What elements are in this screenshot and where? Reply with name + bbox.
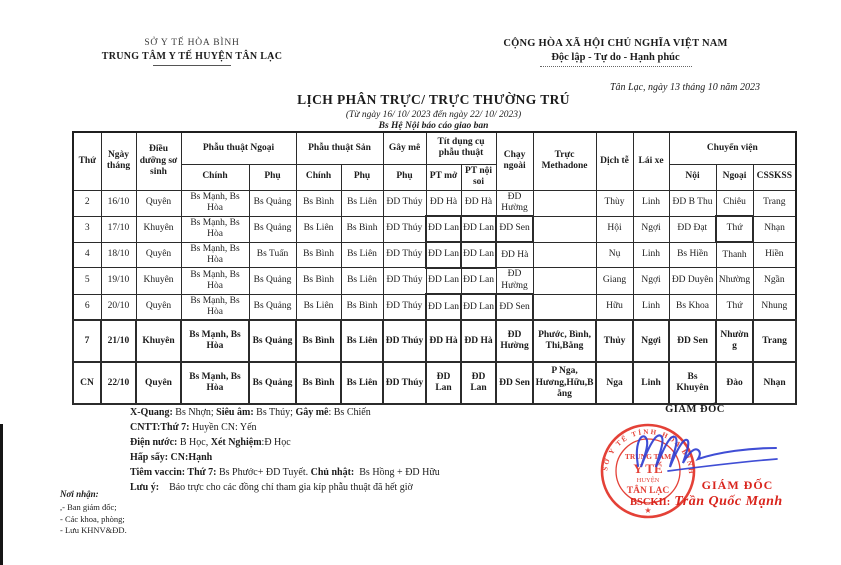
cell-dieu-duong: Quyên: [136, 190, 181, 216]
col-header-lai-xe: Lái xe: [633, 132, 669, 190]
cell-dieu-duong: Khuyên: [136, 268, 181, 294]
col-header-cv-csskss: CSSKSS: [753, 164, 796, 190]
cell-truc-methadone: [533, 294, 596, 320]
col-header-pt-san-chinh: Chính: [296, 164, 341, 190]
stamp-line-4: TÂN LẠC: [626, 486, 670, 496]
cell-pt-san-chinh: Bs Liên: [296, 294, 341, 320]
cell-cv-ngoai: Đào: [716, 362, 753, 404]
group-header-pt-ngoai: Phẫu thuật Ngoại: [181, 132, 296, 164]
cell-cv-ngoai: Nhường: [716, 320, 753, 362]
note-segment: Gây mê: [295, 407, 329, 418]
recipient-item: - Các khoa, phòng;: [60, 513, 125, 524]
cell-pt-noi-soi: ĐD Hà: [461, 190, 496, 216]
cell-pt-san-phu: Bs Liên: [341, 362, 383, 404]
cell-pt-ngoai-chinh: Bs Mạnh, Bs Hòa: [181, 190, 249, 216]
col-header-pt-mo: PT mở: [426, 164, 461, 190]
col-header-dieu-duong: Điều dưỡng sơ sinh: [136, 132, 181, 190]
director-name-line: [630, 492, 815, 510]
cell-ngay-thang: 19/10: [101, 268, 136, 294]
cell-pt-ngoai-phu: Bs Tuấn: [249, 242, 296, 268]
cell-ngay-thang: 17/10: [101, 216, 136, 242]
cell-pt-san-chinh: Bs Bình: [296, 362, 341, 404]
cell-pt-san-chinh: Bs Bình: [296, 320, 341, 362]
stamp-line-1: TRUNG TÂM: [624, 452, 672, 461]
cell-pt-ngoai-phu: Bs Quảng: [249, 190, 296, 216]
cell-ngay-thang: 21/10: [101, 320, 136, 362]
stamp-line-3: HUYỆN: [636, 477, 660, 484]
duty-schedule-table: [72, 131, 797, 405]
cell-chay-ngoai: ĐD Sen: [496, 362, 533, 404]
cell-cv-noi: Bs Khuyên: [669, 362, 716, 404]
cell-dich-te: Hội: [596, 216, 633, 242]
footer-notes: [130, 406, 630, 495]
note-segment: Chủ nhật:: [310, 466, 355, 478]
cell-cv-csskss: Nhạn: [753, 216, 796, 242]
cell-truc-methadone: [533, 242, 596, 268]
cell-cv-ngoai: Thứ: [716, 216, 753, 242]
cell-thu: 3: [73, 216, 101, 242]
col-header-cv-noi: Nội: [669, 164, 716, 190]
cell-ngay-thang: 18/10: [101, 242, 136, 268]
cell-pt-san-chinh: Bs Bình: [296, 242, 341, 268]
note-segment: Bs Thúy;: [253, 407, 296, 418]
cell-dich-te: Giang: [596, 268, 633, 294]
col-header-gay-me-phu: Phụ: [383, 164, 426, 190]
cell-pt-ngoai-chinh: Bs Mạnh, Bs Hòa: [181, 216, 249, 242]
note-segment: Hấp sấy: CN:Hạnh: [130, 451, 213, 463]
cell-pt-ngoai-chinh: Bs Mạnh, Bs Hòa: [181, 320, 249, 362]
table-row: [73, 242, 796, 268]
col-header-cv-ngoai: Ngoại: [716, 164, 753, 190]
table-row: [73, 268, 796, 294]
cell-dich-te: Thủy: [596, 320, 633, 362]
col-header-ngay-thang: Ngày tháng: [101, 132, 136, 190]
document-date-range: (Từ ngày 16/ 10/ 2023 đến ngày 22/ 10/ 2023): [345, 110, 522, 120]
note-segment: Báo trực cho các đồng chí tham gia kíp phẫu thuật đã hết giờ: [159, 481, 413, 493]
cell-pt-ngoai-phu: Bs Quảng: [249, 320, 296, 362]
cell-pt-noi-soi: ĐD Lan: [461, 242, 496, 268]
place-date-line: Tân Lạc, ngày 13 tháng 10 năm 2023: [610, 82, 760, 93]
cell-chay-ngoai: ĐD Sen: [496, 294, 533, 320]
cell-pt-mo: ĐD Lan: [426, 242, 461, 268]
approver-title: GIÁM ĐỐC: [665, 404, 725, 415]
cell-pt-san-phu: Bs Bình: [341, 216, 383, 242]
col-header-methadone: Trực Methadone: [533, 132, 596, 190]
national-header-block: [468, 38, 763, 67]
col-header-thu: Thứ: [73, 132, 101, 190]
cell-cv-noi: Bs Khoa: [669, 294, 716, 320]
cell-pt-noi-soi: ĐD Lan: [461, 362, 496, 404]
cell-pt-san-chinh: Bs Bình: [296, 190, 341, 216]
cell-pt-ngoai-chinh: Bs Mạnh, Bs Hòa: [181, 268, 249, 294]
col-header-dich-te: Dịch tễ: [596, 132, 633, 190]
note-segment: Xét Nghiệm: [210, 436, 262, 448]
cell-cv-noi: ĐD Đạt: [669, 216, 716, 242]
cell-dich-te: Thùy: [596, 190, 633, 216]
director-degree: BSCKII:: [630, 497, 671, 508]
cell-lai-xe: Linh: [633, 294, 669, 320]
signed-title-red: GIÁM ĐỐC: [701, 478, 774, 492]
cell-ngay-thang: 20/10: [101, 294, 136, 320]
note-segment: Siêu âm:: [216, 407, 254, 418]
col-header-pt-ngoai-phu: Phụ: [249, 164, 296, 190]
cell-cv-ngoai: Thanh: [716, 242, 753, 268]
cell-cv-noi: ĐD Duyên: [669, 268, 716, 294]
cell-dich-te: Hữu: [596, 294, 633, 320]
cell-pt-noi-soi: ĐD Lan: [461, 268, 496, 294]
national-motto: Độc lập - Tự do - Hạnh phúc: [551, 52, 680, 63]
stamp-star-icon: ★: [644, 506, 652, 515]
cell-pt-san-phu: Bs Liên: [341, 242, 383, 268]
note-line: [130, 436, 630, 449]
recipients-list: [60, 502, 200, 537]
director-signature-ink: [624, 424, 789, 479]
cell-pt-san-phu: Bs Liên: [341, 320, 383, 362]
cell-gay-me-phu: ĐD Thúy: [383, 362, 426, 404]
cell-gay-me-phu: ĐD Thúy: [383, 242, 426, 268]
table-header: [73, 132, 796, 190]
cell-truc-methadone: [533, 216, 596, 242]
table-row: [73, 362, 796, 404]
group-header-chuyen-vien: Chuyển viện: [669, 132, 796, 164]
cell-cv-csskss: Nhung: [753, 294, 796, 320]
cell-pt-ngoai-chinh: Bs Mạnh, Bs Hòa: [181, 242, 249, 268]
cell-chay-ngoai: ĐD Hường: [496, 268, 533, 294]
col-header-pt-san-phu: Phụ: [341, 164, 383, 190]
cell-pt-ngoai-chinh: Bs Mạnh, Bs Hòa: [181, 294, 249, 320]
cell-pt-ngoai-phu: Bs Quảng: [249, 268, 296, 294]
cell-cv-noi: ĐD Sen: [669, 320, 716, 362]
cell-chay-ngoai: ĐD Hà: [496, 242, 533, 268]
cell-thu: 5: [73, 268, 101, 294]
table-row: [73, 216, 796, 242]
table-row: [73, 294, 796, 320]
note-segment: : Bs Chiến: [328, 407, 371, 418]
cell-dieu-duong: Quyên: [136, 294, 181, 320]
cell-thu: 6: [73, 294, 101, 320]
cell-cv-noi: ĐD B Thu: [669, 190, 716, 216]
recipient-item: - Lưu KHNV&ĐD.: [60, 525, 127, 535]
recipients-title: Nơi nhận:: [60, 489, 99, 499]
cell-truc-methadone: Phước, Bình, Thi,Bằng: [533, 320, 596, 362]
group-header-gay-me: Gây mê: [383, 132, 426, 164]
note-segment: X-Quang:: [130, 407, 173, 418]
org-parent-name: SỞ Y TẾ HÒA BÌNH: [144, 38, 240, 48]
issuing-org-block: [72, 38, 312, 66]
motto-underline: [540, 66, 692, 67]
group-header-pt-san: Phẫu thuật Sản: [296, 132, 383, 164]
cell-pt-mo: ĐD Lan: [426, 362, 461, 404]
cell-pt-san-phu: Bs Liên: [341, 190, 383, 216]
org-underline: [153, 65, 231, 66]
cell-pt-noi-soi: ĐD Lan: [461, 216, 496, 242]
cell-cv-csskss: Hiền: [753, 242, 796, 268]
cell-cv-ngoai: Thứ: [716, 294, 753, 320]
recipients-block: [60, 489, 200, 537]
cell-lai-xe: Linh: [633, 190, 669, 216]
cell-lai-xe: Linh: [633, 242, 669, 268]
cell-pt-san-phu: Bs Liên: [341, 268, 383, 294]
cell-dieu-duong: Quyên: [136, 242, 181, 268]
cell-dieu-duong: Khuyên: [136, 216, 181, 242]
note-line: [130, 421, 630, 434]
director-name: Trần Quốc Mạnh: [674, 494, 783, 509]
cell-pt-ngoai-phu: Bs Quảng: [249, 216, 296, 242]
cell-pt-mo: ĐD Lan: [426, 216, 461, 242]
cell-thu: 2: [73, 190, 101, 216]
cell-cv-ngoai: Chiêu: [716, 190, 753, 216]
cell-thu: CN: [73, 362, 101, 404]
note-segment: Bs Phước+ ĐD Tuyết.: [216, 466, 311, 478]
cell-pt-mo: ĐD Lan: [426, 268, 461, 294]
national-title: CỘNG HÒA XÃ HỘI CHỦ NGHĨA VIỆT NAM: [503, 38, 728, 49]
note-line: [130, 406, 630, 419]
note-segment: :Đ Học: [261, 436, 291, 448]
cell-pt-mo: ĐD Hà: [426, 190, 461, 216]
cell-cv-noi: Bs Hiền: [669, 242, 716, 268]
scan-edge-artifact: [0, 424, 3, 565]
cell-truc-methadone: [533, 190, 596, 216]
cell-gay-me-phu: ĐD Thúy: [383, 320, 426, 362]
cell-pt-san-chinh: Bs Bình: [296, 268, 341, 294]
document-title: LỊCH PHÂN TRỰC/ TRỰC THƯỜNG TRÚ: [297, 92, 570, 107]
note-segment: CNTT:Thứ 7:: [130, 421, 190, 433]
note-segment: Điện nước:: [130, 436, 178, 448]
cell-pt-ngoai-phu: Bs Quảng: [249, 294, 296, 320]
cell-cv-csskss: Trang: [753, 190, 796, 216]
recipient-item: ,- Ban giám đốc;: [60, 502, 117, 512]
note-line: [130, 466, 630, 479]
note-segment: B Học,: [177, 436, 211, 448]
cell-lai-xe: Linh: [633, 362, 669, 404]
document-note-line: Bs Hệ Nội báo cáo giao ban: [378, 121, 489, 131]
cell-cv-csskss: Ngần: [753, 268, 796, 294]
note-segment: Bs Hồng + ĐD Hữu: [354, 466, 440, 478]
cell-gay-me-phu: ĐD Thúy: [383, 294, 426, 320]
note-segment: Tiêm vaccin: Thứ 7:: [130, 466, 217, 478]
stamp-line-2: Y TẾ: [633, 461, 663, 476]
cell-thu: 7: [73, 320, 101, 362]
cell-gay-me-phu: ĐD Thúy: [383, 216, 426, 242]
cell-pt-ngoai-phu: Bs Quảng: [249, 362, 296, 404]
table-body: [73, 190, 796, 404]
note-line: [130, 481, 630, 494]
cell-lai-xe: Ngợi: [633, 216, 669, 242]
cell-lai-xe: Ngợi: [633, 268, 669, 294]
cell-pt-noi-soi: ĐD Hà: [461, 320, 496, 362]
cell-cv-csskss: Nhạn: [753, 362, 796, 404]
cell-pt-san-chinh: Bs Liên: [296, 216, 341, 242]
note-segment: Lưu ý:: [130, 481, 160, 493]
cell-dich-te: Nga: [596, 362, 633, 404]
cell-gay-me-phu: ĐD Thúy: [383, 190, 426, 216]
group-header-dung-cu: Tít dụng cụ phẫu thuật: [426, 132, 496, 164]
cell-dich-te: Nụ: [596, 242, 633, 268]
cell-ngay-thang: 16/10: [101, 190, 136, 216]
cell-pt-ngoai-chinh: Bs Mạnh, Bs Hòa: [181, 362, 249, 404]
note-segment: Huyền CN: Yến: [189, 421, 257, 433]
col-header-pt-noi-soi: PT nội soi: [461, 164, 496, 190]
stamp-rim-text: SỞ Y TẾ TỈNH HÒA BÌNH: [601, 427, 696, 476]
cell-chay-ngoai: ĐD Hường: [496, 320, 533, 362]
cell-cv-ngoai: Nhường: [716, 268, 753, 294]
cell-pt-mo: ĐD Lan: [426, 294, 461, 320]
cell-dieu-duong: Quyên: [136, 362, 181, 404]
cell-ngay-thang: 22/10: [101, 362, 136, 404]
note-line: [130, 451, 630, 464]
cell-gay-me-phu: ĐD Thúy: [383, 268, 426, 294]
cell-truc-methadone: [533, 268, 596, 294]
cell-pt-noi-soi: ĐD Lan: [461, 294, 496, 320]
cell-pt-mo: ĐD Hà: [426, 320, 461, 362]
cell-pt-san-phu: Bs Bình: [341, 294, 383, 320]
col-header-chay-ngoai: Chạy ngoài: [496, 132, 533, 190]
org-name: TRUNG TÂM Y TẾ HUYỆN TÂN LẠC: [101, 51, 283, 62]
note-segment: Bs Nhợn;: [172, 407, 217, 418]
col-header-pt-ngoai-chinh: Chính: [181, 164, 249, 190]
cell-lai-xe: Ngợi: [633, 320, 669, 362]
cell-cv-csskss: Trang: [753, 320, 796, 362]
cell-chay-ngoai: ĐD Hường: [496, 190, 533, 216]
cell-dieu-duong: Khuyên: [136, 320, 181, 362]
table-row: [73, 320, 796, 362]
cell-chay-ngoai: ĐD Sen: [496, 216, 533, 242]
cell-truc-methadone: P Nga, Hương,Hữu,Bằng: [533, 362, 596, 404]
table-row: [73, 190, 796, 216]
cell-thu: 4: [73, 242, 101, 268]
